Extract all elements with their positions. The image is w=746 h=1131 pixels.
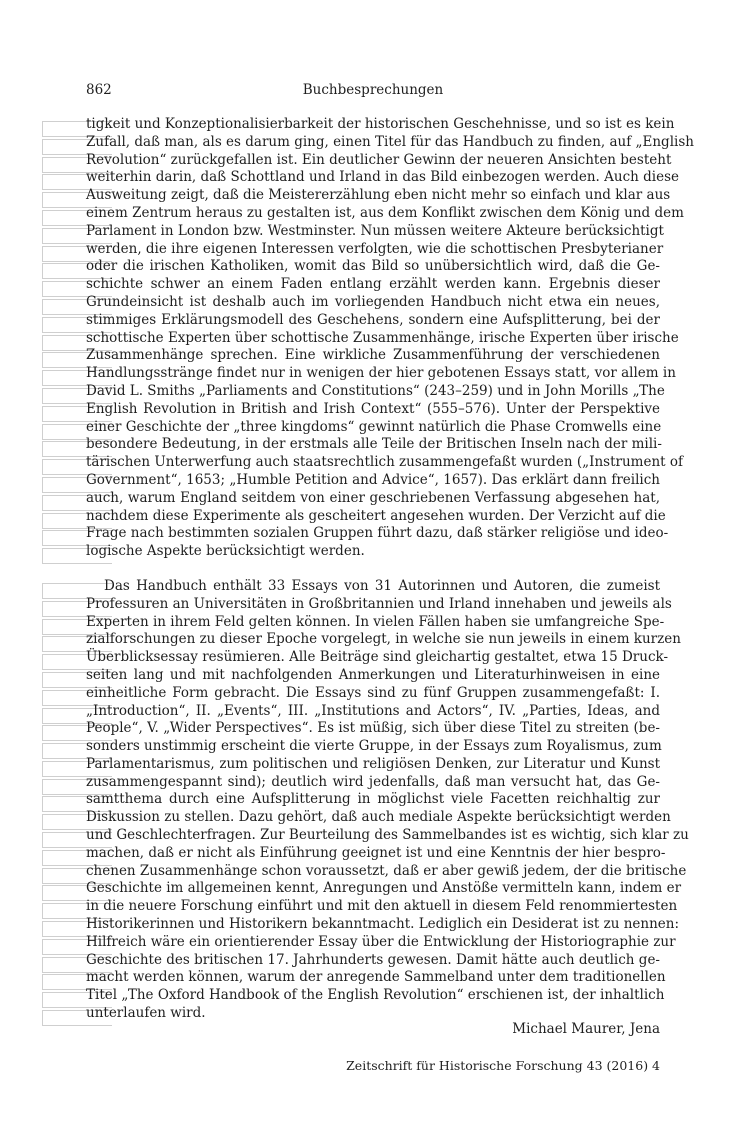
text-line: People“, V. „Wider Perspectives“. Es ist müßig, sich über diese Titel zu streiten (be- bbox=[86, 720, 660, 737]
paragraph bbox=[86, 577, 689, 1023]
text-line: tigkeit und Konzeptionalisierbarkeit der historischen Geschehnisse, und so ist es kein bbox=[86, 116, 675, 132]
text-line: Grundeinsicht ist deshalb auch im vorliegenden Handbuch nicht etwa ein neues, bbox=[86, 293, 660, 310]
text-line: Geschichte des britischen 17. Jahrhunderts gewesen. Damit hätte auch deutlich ge- bbox=[86, 951, 660, 968]
text-line: Zusammenhänge sprechen. Eine wirkliche Zusammenführung der verschiedenen bbox=[86, 347, 660, 364]
text-line: samtthema durch eine Aufsplitterung in möglichst viele Facetten reichhaltig zur bbox=[86, 791, 660, 808]
text-line: Experten in ihrem Feld gelten können. In vielen Fällen haben sie umfangreiche Spe- bbox=[86, 613, 665, 630]
page-number: 862 bbox=[86, 82, 112, 98]
text-line: David L. Smiths „Parliaments and Constitutions“ (243–259) und in John Morills „The bbox=[86, 382, 665, 399]
text-line: werden, die ihre eigenen Interessen verfolgten, wie die schottischen Presbyterianer bbox=[86, 240, 664, 257]
text-line: Das Handbuch enthält 33 Essays von 31 Autorinnen und Autoren, die zumeist bbox=[104, 577, 660, 594]
text-line: einheitliche Form gebracht. Die Essays sind zu fünf Gruppen zusammengefaßt: I. bbox=[86, 684, 660, 701]
text-line: und Geschlechterfragen. Zur Beurteilung des Sammelbandes ist es wichtig, sich klar zu bbox=[86, 827, 689, 844]
text-line: Überblicksessay resümieren. Alle Beiträge sind gleichartig gestaltet, etwa 15 Druck- bbox=[86, 649, 669, 666]
text-line: English Revolution in British and Irish Context“ (555–576). Unter der Perspektive bbox=[86, 400, 660, 417]
text-line: tärischen Unterwerfung auch staatsrechtlich zusammengefaßt wurden („Instrument of bbox=[86, 454, 683, 471]
journal-footer: Zeitschrift für Historische Forschung 43 (2016) 4 bbox=[346, 1058, 660, 1073]
paragraph bbox=[86, 116, 694, 561]
text-line: Parlament in London bzw. Westminster. Nun müssen weitere Akteure berücksichtigt bbox=[86, 222, 664, 239]
page-header bbox=[86, 82, 660, 102]
text-line: Frage nach bestimmten sozialen Gruppen führt dazu, daß stärker religiöse und ideo- bbox=[86, 525, 669, 542]
text-line: Titel „The Oxford Handbook of the English Revolution“ erschienen ist, der inhaltlich bbox=[86, 987, 665, 1004]
text-line: oder die irischen Katholiken, womit das Bild so unübersichtlich wird, daß die Ge- bbox=[86, 258, 660, 275]
text-line: Government“, 1653; „Humble Petition and Advice“, 1657). Das erklärt dann freilich bbox=[86, 471, 660, 488]
review-body bbox=[86, 116, 694, 1023]
text-line: weiterhin darin, daß Schottland und Irland in das Bild einbezogen werden. Auch diese bbox=[86, 169, 679, 186]
text-line: Professuren an Universitäten in Großbritannien und Irland innehaben und jeweils als bbox=[86, 595, 672, 612]
text-line: auch, warum England seitdem von einer geschriebenen Verfassung abgesehen hat, bbox=[86, 489, 660, 506]
text-line: seiten lang und mit nachfolgenden Anmerkungen und Literaturhinweisen in eine bbox=[86, 666, 660, 683]
text-line: Zufall, daß man, als es darum ging, einen Titel für das Handbuch zu finden, auf „English bbox=[86, 133, 694, 150]
text-line: Geschichte im allgemeinen kennt, Anregungen und Anstöße vermitteln kann, indem er bbox=[86, 880, 682, 897]
text-line: zusammengespannt sind); deutlich wird jedenfalls, daß man versucht hat, das Ge- bbox=[86, 773, 660, 790]
text-line: besondere Bedeutung, in der erstmals alle Teile der Britischen Inseln nach der mili- bbox=[86, 436, 662, 453]
text-line: Parlamentarismus, zum politischen und religiösen Denken, zur Literatur und Kunst bbox=[86, 755, 660, 772]
text-line: in die neuere Forschung einführt und mit den aktuell in diesem Feld renommiertesten bbox=[86, 898, 678, 915]
text-line: machen, daß er nicht als Einführung geeignet ist und eine Kenntnis der hier bespro- bbox=[86, 844, 666, 861]
text-line: zialforschungen zu dieser Epoche vorgelegt, in welche sie nun jeweils in einem kurzen bbox=[86, 631, 681, 648]
text-line: unterlaufen wird. bbox=[86, 1005, 206, 1022]
paragraph-gap bbox=[86, 561, 660, 578]
text-line: stimmiges Erklärungsmodell des Geschehens, sondern eine Aufsplitterung, bei der bbox=[86, 311, 660, 328]
text-line: Hilfreich wäre ein orientierender Essay über die Entwicklung der Historiographie zur bbox=[86, 933, 676, 950]
text-line: logische Aspekte berücksichtigt werden. bbox=[86, 543, 365, 560]
text-line: schichte schwer an einem Faden entlang erzählt werden kann. Ergebnis dieser bbox=[86, 276, 660, 293]
text-line: macht werden können, warum der anregende Sammelband unter dem traditionellen bbox=[86, 969, 666, 986]
text-line: chenen Zusammenhänge schon voraussetzt, daß er aber gewiß jedem, der die britische bbox=[86, 862, 687, 879]
text-line: Revolution“ zurückgefallen ist. Ein deutlicher Gewinn der neueren Ansichten besteht bbox=[86, 151, 672, 168]
text-line: sonders unstimmig erscheint die vierte Gruppe, in der Essays zum Royalismus, zum bbox=[86, 738, 662, 755]
text-line: einer Geschichte der „three kingdoms“ gewinnt natürlich die Phase Cromwells eine bbox=[86, 418, 662, 435]
text-line: Handlungsstränge findet nur in wenigen der hier gebotenen Essays statt, vor allem in bbox=[86, 365, 676, 382]
text-line: einem Zentrum heraus zu gestalten ist, aus dem Konflikt zwischen dem König und dem bbox=[86, 204, 684, 221]
text-line: Historikerinnen und Historikern bekanntmacht. Lediglich ein Desiderat ist zu nennen: bbox=[86, 916, 680, 933]
text-line: nachdem diese Experimente als gescheitert angesehen wurden. Der Verzicht auf die bbox=[86, 507, 666, 524]
text-line: schottische Experten über schottische Zusammenhänge, irische Experten über irische bbox=[86, 329, 679, 346]
text-line: Diskussion zu stellen. Dazu gehört, daß auch mediale Aspekte berücksichtigt werden bbox=[86, 809, 671, 826]
text-line: Ausweitung zeigt, daß die Meistererzählung eben nicht mehr so einfach und klar aus bbox=[86, 187, 671, 204]
running-title: Buchbesprechungen bbox=[302, 82, 444, 98]
review-signature: Michael Maurer, Jena bbox=[512, 1021, 660, 1037]
text-line: „Introduction“, II. „Events“, III. „Institutions and Actors“, IV. „Parties, Ideas, and bbox=[86, 702, 660, 719]
